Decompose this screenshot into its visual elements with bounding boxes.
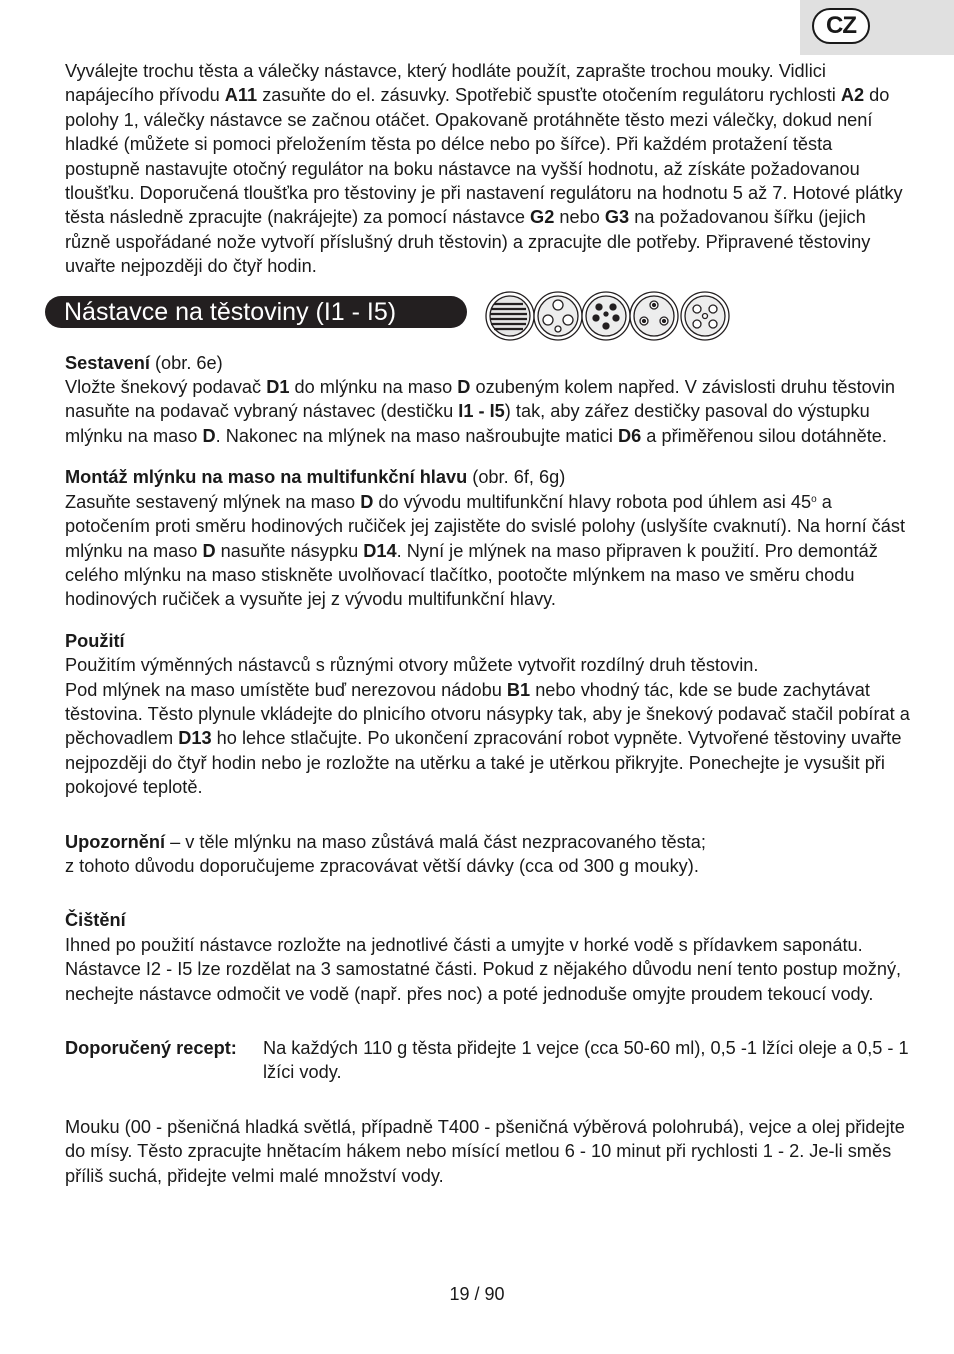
cleaning-paragraph: Čištění Ihned po použití nástavce rozložte na jednotlivé části a umyjte v horké vodě s přídavkem saponátu. Nástavce I2 - I5 lze rozdělat na 3 samostatné části. Pokud z nějakého důvodu není tento postup možný, nechejte nástavce odmočit ve vodě (např. přes noc) a poté jednoduše omyjte proudem tekoucí vody. (65, 910, 902, 1004)
recipe-text: Na každých 110 g těsta přidejte 1 vejce (cca 50-60 ml), 0,5 -1 lžíci oleje a 0,5 - 1 lžíci vody. (263, 1038, 909, 1083)
recipe-block (65, 1036, 910, 1085)
usage-heading: Použití (65, 630, 125, 651)
disc-i1-icon (486, 292, 534, 340)
mounting-heading: Montáž mlýnku na maso na multifunkční hlavu (65, 467, 468, 488)
mounting-paragraph: Montáž mlýnku na maso na multifunkční hlavu (obr. 6f, 6g) Zasuňte sestavený mlýnek na maso D do vývodu multifunkční hlavy robota pod úhlem asi 45$^o$ a potočením proti směru hodinových ručiček jej zajistěte do svislé polohy (uslyšíte cvaknutí). Na horní část mlýnku na maso D nasuňte násypku D14. Nyní je mlýnek na maso připraven k použití. Pro demontáž celého mlýnku na maso stiskněte uvolňovací tlačítko, pootočte mlýnkem na maso ve směru chodu hodinových ručiček a vysuňte jej z vývodu multifunkční hlavy. (65, 467, 906, 610)
cleaning-heading: Čištění (65, 910, 126, 931)
page-number: 19 / 90 (449, 1284, 505, 1304)
final-paragraph: Mouku (00 - pšeničná hladká světlá, případně T400 - pšeničná výběrová polohrubá), vejce a olej přidejte do mísy. Těsto zpracujte hnětacím hákem nebo mísící metlou 6 - 10 minut při rychlosti 1 - 2. Je-li směs příliš suchá, přidejte velmi malé množství vody. (65, 1116, 905, 1186)
page-content (65, 59, 910, 1188)
disc-i4-icon (630, 292, 678, 340)
warning-paragraph: Upozornění – v těle mlýnku na maso zůstává malá část nezpracovaného těsta; z tohoto důvodu doporučujeme zpracovávat větší dávky (cca od 300 g mouky). (65, 831, 706, 876)
assembly-heading: Sestavení (65, 352, 150, 373)
section-title: Nástavce na těstoviny (I1 - I5) (45, 296, 464, 328)
disc-i5-icon (681, 292, 729, 340)
pasta-discs-illustration (485, 285, 735, 347)
recipe-label: Doporučený recept: (65, 1038, 237, 1058)
intro-paragraph: Vyválejte trochu těsta a válečky nástavce, který hodláte použít, zaprašte trochou mouky. Vidlici napájecího přívodu A11 zasuňte do el. zásuvky. Spotřebič spusťte otočením regulátoru rychlosti A2 do polohy 1, válečky nástavce se začnou otáčet. Opakovaně protáhněte těsto mezi válečky, dokud není hladké (můžete si pomoci přeložením těsta po délce nebo po šířce). Při každém protažení těsta postupně nastavujte otočný regulátor na boku nástavce na vyšší hodnotu, až získáte požadovanou tloušťku. Doporučená tloušťka pro těstoviny je při nastavení regulátoru na hodnotu 5 až 7. Hotové plátky těsta následně zpracujte (nakrájejte) za pomocí nástavce G2 nebo G3 na požadovanou šířku (jejich různě uspořádané nože vytvoří příslušný druh těstovin) a zpracujte dle potřeby. Připravené těstoviny uvařte nejpozději do čtyř hodin. (65, 61, 903, 277)
warning-heading: Upozornění (65, 831, 166, 852)
disc-i2-icon (534, 292, 582, 340)
disc-i3-icon (582, 292, 630, 340)
assembly-paragraph: Sestavení (obr. 6e) Vložte šnekový podavač D1 do mlýnku na maso D ozubeným kolem napřed. V závislosti druhu těstovin nasuňte na podavač vybraný nástavec (destičku I1 - I5) tak, aby zářez destičky pasoval do výstupku mlýnku na maso D. Nakonec na mlýnek na maso našroubujte matici D6 a přiměřenou silou dotáhněte. (65, 352, 895, 446)
language-badge: CZ (812, 8, 870, 44)
section-header (65, 291, 910, 351)
language-tab (800, 0, 954, 55)
usage-paragraph: Použití Použitím výměnných nástavců s různými otvory můžete vytvořit rozdílný druh těstovin. Pod mlýnek na maso umístěte buď nerezovou nádobu B1 nebo vhodný tác, kde se bude zachytávat těstovina. Těsto plynule vkládejte do plnicího otvoru násypky tak, aby je šnekový podavač stačil pobírat a pěchovadlem D13 ho lehce stlačujte. Po ukončení zpracování robot vypněte. Vytvořené těstoviny uvařte nejpozději do čtyř hodin nebo je rozložte na utěrku a také je utěrkou přikryjte. Ponechejte je vysušit při pokojové teplotě. (65, 630, 910, 798)
